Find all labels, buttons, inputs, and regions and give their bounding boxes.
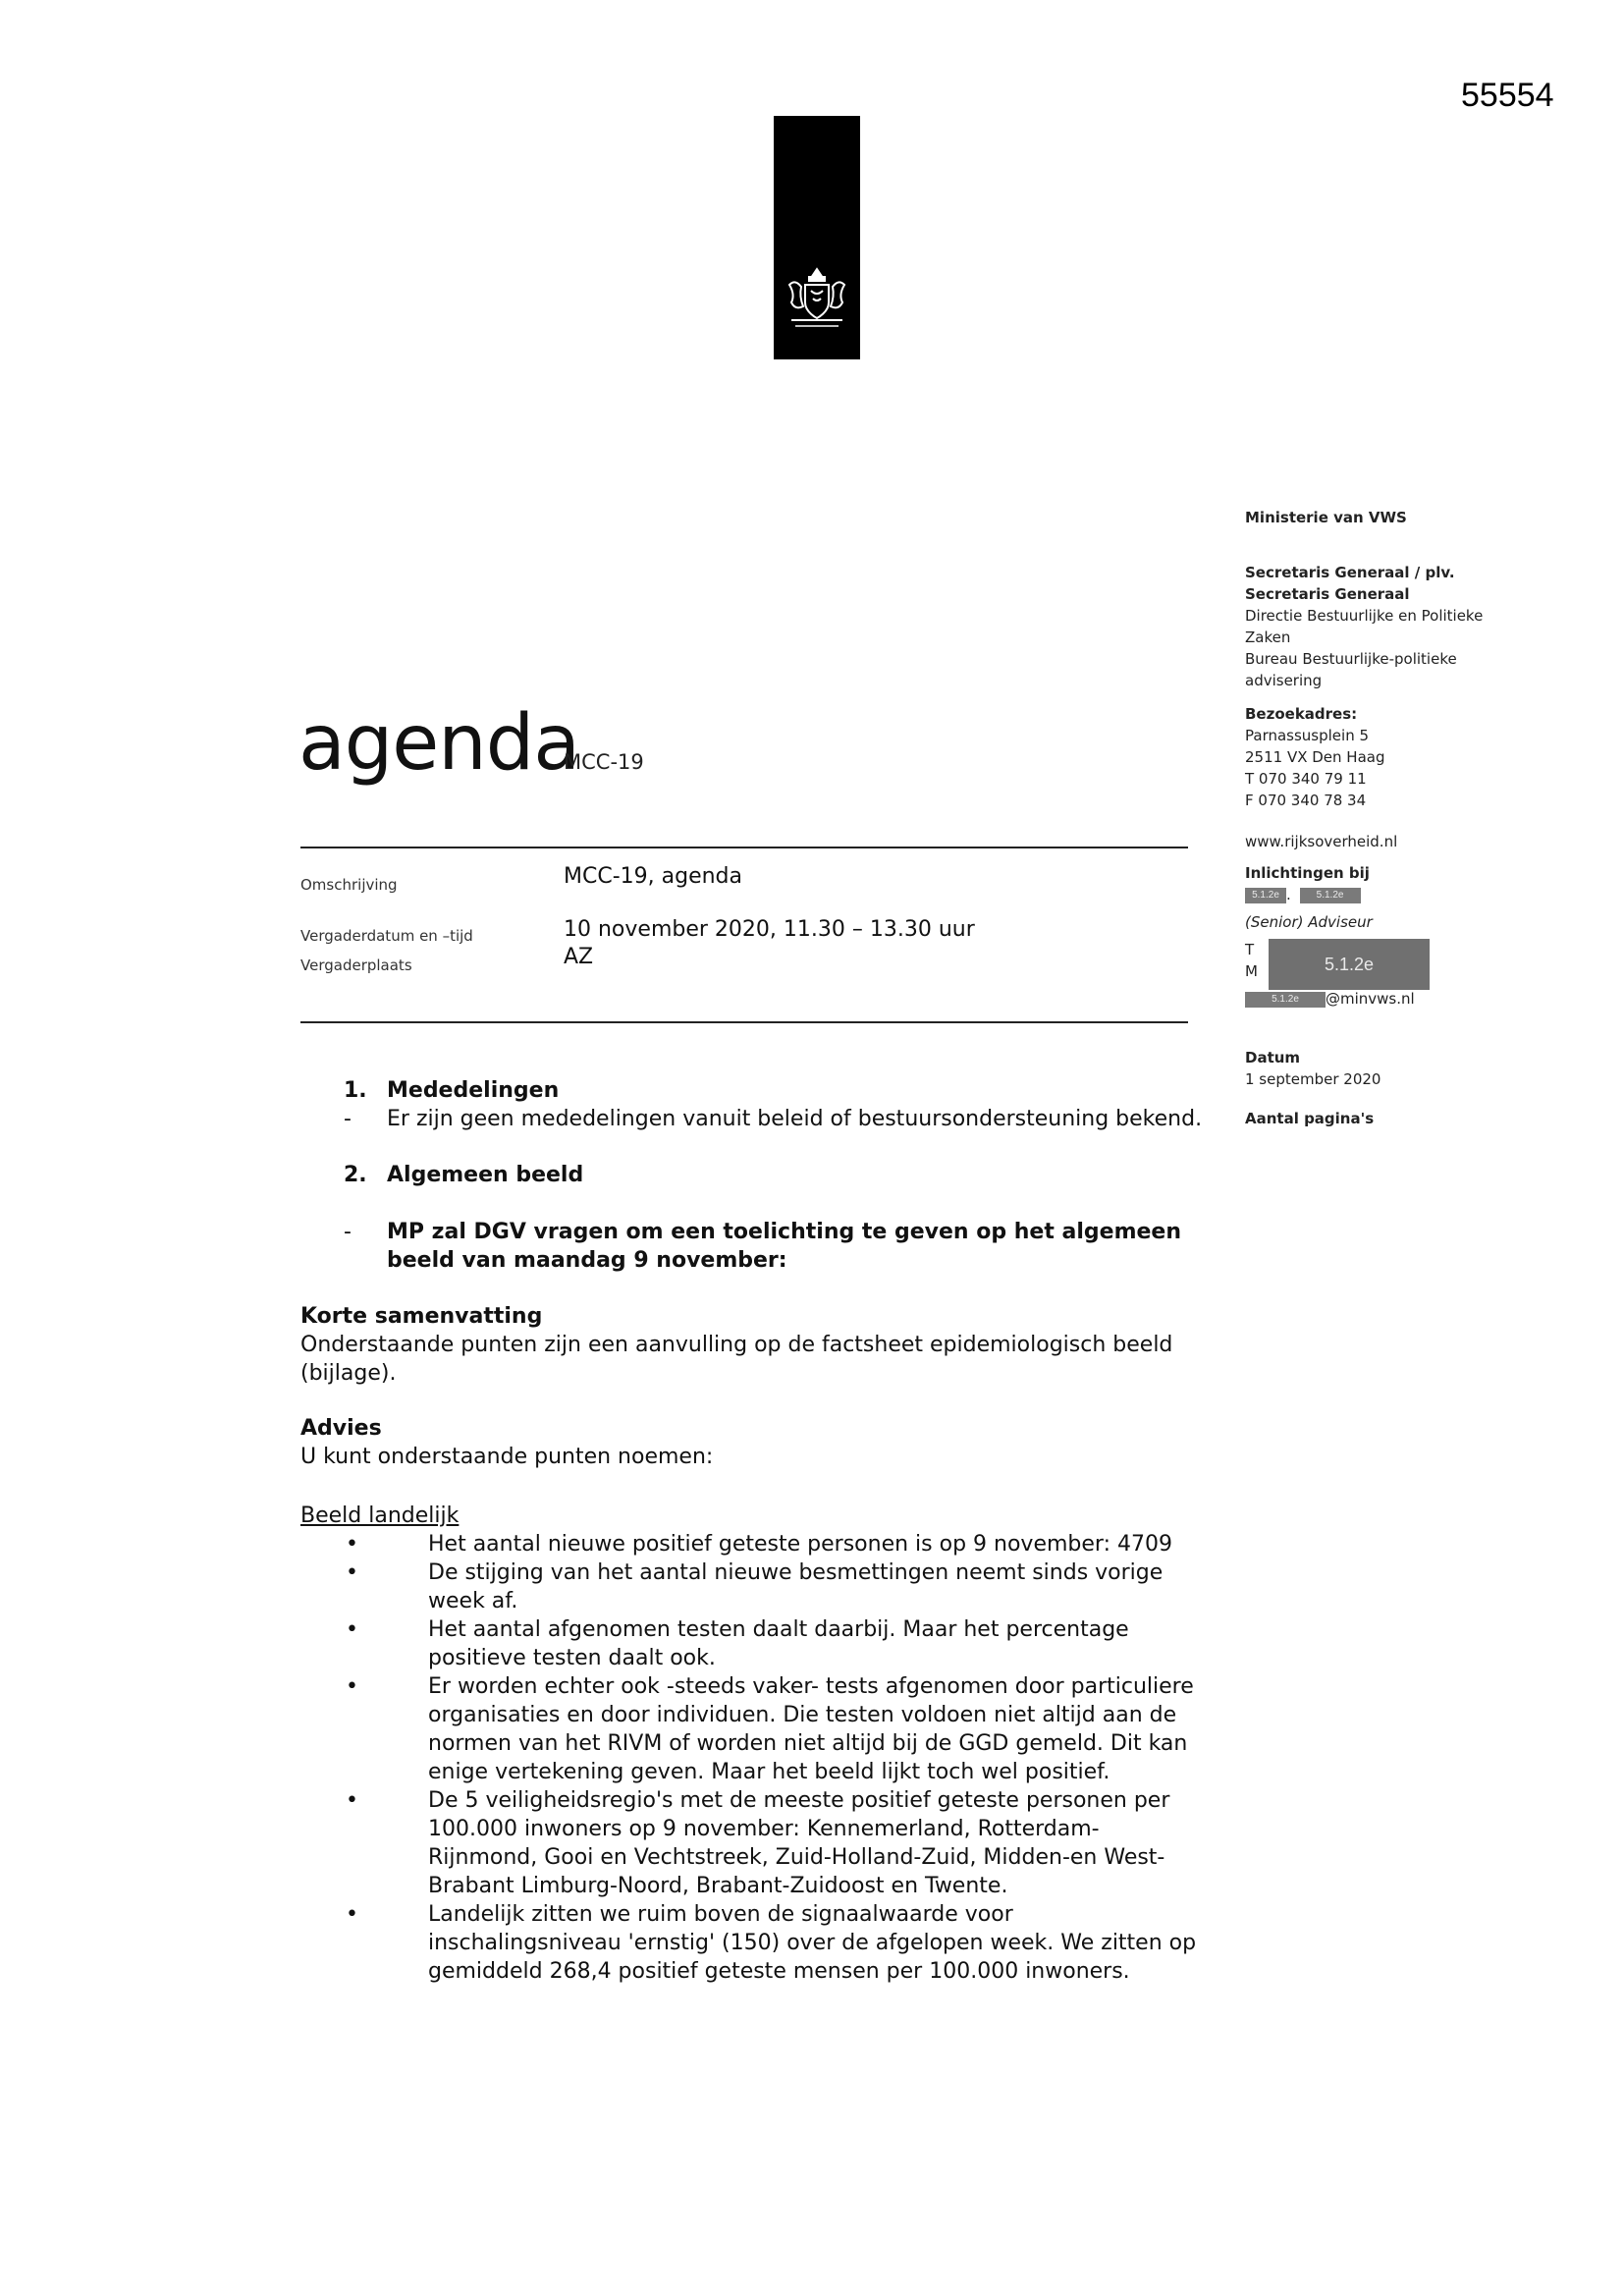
omschrijving-label: Omschrijving bbox=[300, 876, 398, 894]
document-title: agenda bbox=[298, 699, 580, 788]
email-line bbox=[1245, 988, 1540, 1010]
bullet-dot: • bbox=[346, 1902, 358, 1927]
street: Parnassusplein 5 bbox=[1245, 727, 1370, 744]
bullet-line: Rijnmond, Gooi en Vechtstreek, Zuid-Holland-Zuid, Midden-en West- bbox=[428, 1845, 1165, 1870]
bullet-line: Er worden echter ook -steeds vaker- tests afgenomen door particuliere bbox=[428, 1674, 1194, 1699]
bullet-line: positieve testen daalt ook. bbox=[428, 1646, 716, 1670]
advies-heading: Advies bbox=[300, 1416, 382, 1441]
advies-section bbox=[300, 1414, 1194, 1471]
sg-line-2: Secretaris Generaal bbox=[1245, 585, 1410, 603]
omschrijving-value: MCC-19, agenda bbox=[564, 864, 742, 889]
dash: - bbox=[344, 1107, 352, 1131]
bullet-line: Het aantal afgenomen testen daalt daarbij. Maar het percentage bbox=[428, 1617, 1129, 1642]
item-text-line: beeld van maandag 9 november: bbox=[387, 1248, 787, 1273]
sidebar-contact bbox=[1245, 862, 1540, 933]
summary-section bbox=[300, 1302, 1194, 1388]
document-code: MCC-19 bbox=[564, 750, 644, 774]
telephone: T 070 340 79 11 bbox=[1245, 770, 1367, 788]
email-suffix: @minvws.nl bbox=[1326, 990, 1415, 1008]
vergaderdatum-value: 10 november 2020, 11.30 – 13.30 uur bbox=[564, 917, 975, 942]
redaction-box: 5.1.2e bbox=[1245, 888, 1286, 903]
divider-bottom bbox=[300, 1021, 1188, 1023]
sidebar-department bbox=[1245, 562, 1540, 691]
inlichtingen-separator: . bbox=[1286, 886, 1291, 903]
summary-line: (bijlage). bbox=[300, 1361, 397, 1386]
role: (Senior) Adviseur bbox=[1245, 913, 1373, 931]
coat-of-arms-icon bbox=[782, 265, 852, 332]
item-title: Mededelingen bbox=[387, 1078, 560, 1103]
bullet-dot: • bbox=[346, 1532, 358, 1557]
fax: F 070 340 78 34 bbox=[1245, 792, 1367, 809]
ministry-name: Ministerie van VWS bbox=[1245, 509, 1407, 526]
bullet-line: gemiddeld 268,4 positief geteste mensen per 100.000 inwoners. bbox=[428, 1959, 1130, 1984]
sidebar-date bbox=[1245, 1047, 1540, 1090]
datum-label: Datum bbox=[1245, 1049, 1301, 1066]
sidebar-address bbox=[1245, 703, 1540, 811]
item-title: Algemeen beeld bbox=[387, 1163, 584, 1187]
bullet-line: 100.000 inwoners op 9 november: Kennemerland, Rotterdam- bbox=[428, 1817, 1100, 1841]
inlichtingen-label: Inlichtingen bij bbox=[1245, 864, 1370, 882]
item-text: Er zijn geen mededelingen vanuit beleid of bestuursondersteuning bekend. bbox=[387, 1107, 1203, 1131]
vergaderplaats-label: Vergaderplaats bbox=[300, 957, 412, 974]
bullet-item bbox=[300, 1672, 1194, 1786]
document-number: 55554 bbox=[1461, 77, 1554, 114]
bullet-item bbox=[300, 1530, 1194, 1558]
rijksoverheid-logo bbox=[774, 116, 860, 359]
vergaderplaats-value: AZ bbox=[564, 945, 594, 969]
contact-phone-block bbox=[1245, 939, 1540, 994]
bullet-line: Het aantal nieuwe positief geteste personen is op 9 november: 4709 bbox=[428, 1532, 1172, 1557]
bullet-dot: • bbox=[346, 1560, 358, 1585]
beeld-heading: Beeld landelijk bbox=[300, 1503, 460, 1528]
bullet-item bbox=[300, 1900, 1197, 1986]
bullet-line: inschalingsniveau 'ernstig' (150) over de afgelopen week. We zitten op bbox=[428, 1931, 1197, 1955]
bullet-line: Landelijk zitten we ruim boven de signaalwaarde voor bbox=[428, 1902, 1013, 1927]
divider-top bbox=[300, 847, 1188, 848]
summary-heading: Korte samenvatting bbox=[300, 1304, 543, 1329]
redaction-box-large: 5.1.2e bbox=[1269, 939, 1430, 990]
summary-line: Onderstaande punten zijn een aanvulling op de factsheet epidemiologisch beeld bbox=[300, 1333, 1173, 1357]
bureau-line-1: Bureau Bestuurlijke-politieke bbox=[1245, 650, 1457, 668]
postcode: 2511 VX Den Haag bbox=[1245, 748, 1385, 766]
bullet-item bbox=[300, 1615, 1194, 1672]
bullet-line: enige vertekening geven. Maar het beeld lijkt toch wel positief. bbox=[428, 1760, 1110, 1784]
website-link[interactable]: www.rijksoverheid.nl bbox=[1245, 833, 1398, 850]
item-text-line: MP zal DGV vragen om een toelichting te geven op het algemeen bbox=[387, 1220, 1181, 1244]
bullet-item bbox=[300, 1786, 1194, 1900]
item-number: 1. bbox=[344, 1078, 367, 1103]
redaction-box: 5.1.2e bbox=[1245, 992, 1326, 1008]
bullet-line: normen van het RIVM of worden niet altijd bij de GGD gemeld. Dit kan bbox=[428, 1731, 1188, 1756]
sidebar bbox=[1245, 507, 1540, 528]
bullet-dot: • bbox=[346, 1788, 358, 1813]
bullet-item bbox=[300, 1558, 1194, 1615]
dash: - bbox=[344, 1220, 352, 1244]
inlichtingen-redacted bbox=[1245, 884, 1540, 905]
redaction-box: 5.1.2e bbox=[1300, 888, 1361, 903]
vergaderdatum-label: Vergaderdatum en –tijd bbox=[300, 927, 473, 945]
bullet-line: Brabant Limburg-Noord, Brabant-Zuidoost en Twente. bbox=[428, 1874, 1008, 1898]
bezoekadres-label: Bezoekadres: bbox=[1245, 705, 1358, 723]
m-label: M bbox=[1245, 962, 1258, 980]
directie-line-1: Directie Bestuurlijke en Politieke bbox=[1245, 607, 1484, 625]
bullet-line: De 5 veiligheidsregio's met de meeste positief geteste personen per bbox=[428, 1788, 1170, 1813]
bullet-dot: • bbox=[346, 1674, 358, 1699]
beeld-bullet-list bbox=[300, 1530, 1197, 1986]
bureau-line-2: advisering bbox=[1245, 672, 1323, 689]
bullet-line: week af. bbox=[428, 1589, 518, 1613]
item-number: 2. bbox=[344, 1163, 367, 1187]
datum-value: 1 september 2020 bbox=[1245, 1070, 1381, 1088]
bullet-line: organisaties en door individuen. Die testen voldoen niet altijd aan de bbox=[428, 1703, 1177, 1727]
bullet-line: De stijging van het aantal nieuwe besmettingen neemt sinds vorige bbox=[428, 1560, 1164, 1585]
advies-line: U kunt onderstaande punten noemen: bbox=[300, 1445, 714, 1469]
bullet-dot: • bbox=[346, 1617, 358, 1642]
sg-line-1: Secretaris Generaal / plv. bbox=[1245, 564, 1455, 581]
directie-line-2: Zaken bbox=[1245, 629, 1291, 646]
t-label: T bbox=[1245, 941, 1255, 958]
pages-label: Aantal pagina's bbox=[1245, 1110, 1375, 1127]
